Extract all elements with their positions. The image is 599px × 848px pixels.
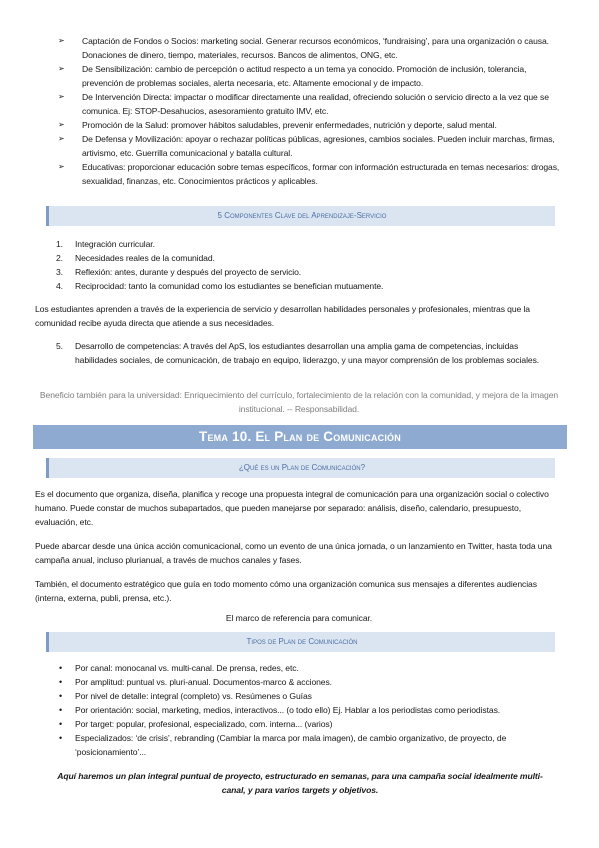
arrow-bullet-icon: ➢ — [58, 134, 65, 143]
arrow-bullet-icon: ➢ — [58, 92, 65, 101]
section-heading-types: Tipos de Plan de Comunicación — [46, 632, 555, 652]
component-five — [56, 339, 556, 367]
arrow-list — [58, 34, 563, 188]
bullet-dot-icon: • — [59, 733, 63, 743]
arrow-bullet-icon: ➢ — [58, 64, 65, 73]
section-heading-components: 5 Componentes Clave del Aprendizaje-Servicio — [46, 206, 555, 226]
scope-paragraph: Puede abarcar desde una única acción comunicacional, como un evento de una única jornada, o un lanzamiento en Twitter, hasta toda una campaña anual, incluso plurianual, a través de muchos canales y fases. — [35, 541, 552, 565]
bullet-dot-icon: • — [59, 691, 63, 701]
list-item: ➢ De Defensa y Movilización: apoyar o rechazar políticas públicas, agresiones, cambios sociales. Pueden incluir marchas, firmas, artivismo, etc. Guerrilla comunicacional y batalla cultural. — [58, 134, 555, 158]
list-item: 3. Reflexión: antes, durante y después del proyecto de servicio. — [56, 267, 302, 277]
arrow-bullet-icon: ➢ — [58, 120, 65, 129]
bullet-dot-icon: • — [59, 663, 63, 673]
list-item: • Por amplitud: puntual vs. pluri-anual. Documentos-marco & acciones. — [59, 677, 332, 687]
list-item: ➢ De Sensibilización: cambio de percepción o actitud respecto a un tema ya conocido. Promoción de inclusión, tolerancia, prevención de problemas sociales, alerta necesaria, etc. Altamente emocional y de impacto. — [58, 64, 527, 88]
list-item: 2. Necesidades reales de la comunidad. — [56, 253, 215, 263]
list-item: • Por canal: monocanal vs. multi-canal. De prensa, redes, etc. — [59, 663, 299, 673]
list-item: • Por target: popular, profesional, especializado, com. interna... (varios) — [59, 719, 333, 729]
list-item: ➢ Educativas: proporcionar educación sobre temas específicos, formar con información estructurada en temas necesarios: drogas, sexualidad, finanzas, etc. Conocimientos prácticos y aplicables. — [58, 162, 560, 186]
list-item: 5. Desarrollo de competencias: A través del ApS, los estudiantes desarrollan una amplia gama de competencias, incluidas habilidades sociales, de comunicación, de trabajo en equipo, liderazgo, y una mayor comprensión de los problemas sociales. — [56, 341, 540, 365]
students-paragraph: Los estudiantes aprenden a través de la experiencia de servicio y desarrollan habilidades personales y profesionales, mientras que la comunidad recibe ayuda directa que atiende a sus necesidades. — [35, 304, 530, 328]
components-list — [56, 237, 556, 293]
definition-paragraph: Es el documento que organiza, diseña, planifica y recoge una propuesta integral de comunicación para una organización social o colectivo humano. Puede constar de muchos subapartados, que pueden manejarse por separado: análisis, diseño, calendario, presupuesto, evaluación, etc. — [35, 489, 549, 527]
list-item: • Por nivel de detalle: integral (completo) vs. Resúmenes o Guías — [59, 691, 312, 701]
university-benefit-note: Beneficio también para la universidad: Enriquecimiento del currículo, fortalecimiento de la relación con la comunidad, y mejora de la imagen institucional. -- Responsabilidad. — [39, 390, 559, 414]
bullet-dot-icon: • — [59, 719, 63, 729]
strategic-paragraph: También, el documento estratégico que guía en todo momento cómo una organización comunica sus mensajes a diferentes audiencias (interna, externa, publi, prensa, etc.). — [35, 579, 537, 603]
framework-line: El marco de referencia para comunicar. — [225, 613, 373, 623]
section-heading-what: ¿Qué es un Plan de Comunicación? — [46, 458, 555, 478]
list-item: 4. Reciprocidad: tanto la comunidad como los estudiantes se benefician mutuamente. — [56, 281, 384, 291]
closing-note: Aquí haremos un plan integral puntual de proyecto, estructurado en semanas, para una campaña social idealmente multi-canal, y para varios targets y objetivos. — [57, 771, 543, 795]
list-item: • Por orientación: social, marketing, medios, interactivos... (o todo ello) Ej. Hablar a los periodistas como periodistas. — [59, 705, 501, 715]
bullet-dot-icon: • — [59, 705, 63, 715]
bullet-dot-icon: • — [59, 677, 63, 687]
arrow-bullet-icon: ➢ — [58, 36, 65, 45]
list-item: ➢ Captación de Fondos o Socios: marketing social. Generar recursos económicos, ‘fundraising’, para una organización o causa. Donaciones de dinero, tiempo, materiales, recursos. Bancos de alimentos, ONG, etc. — [58, 36, 549, 60]
list-item: 1. Integración curricular. — [56, 239, 155, 249]
arrow-bullet-icon: ➢ — [58, 162, 65, 171]
list-item: ➢ De Intervención Directa: impactar o modificar directamente una realidad, ofreciendo solución o servicio directo a la vez que se comunica. Ej: STOP-Desahucios, asesoramiento gratuito IMV, etc. — [58, 92, 549, 116]
list-item: ➢ Promoción de la Salud: promover hábitos saludables, prevenir enfermedades, nutrición y deporte, salud mental. — [58, 120, 497, 130]
list-item: • Especializados: ‘de crisis’, rebranding (Cambiar la marca por mala imagen), de cambio organizativo, de proyecto, de ‘posicionamiento’... — [59, 733, 507, 757]
types-list — [58, 661, 558, 759]
topic-title: Tema 10. El Plan de Comunicación — [33, 425, 567, 449]
